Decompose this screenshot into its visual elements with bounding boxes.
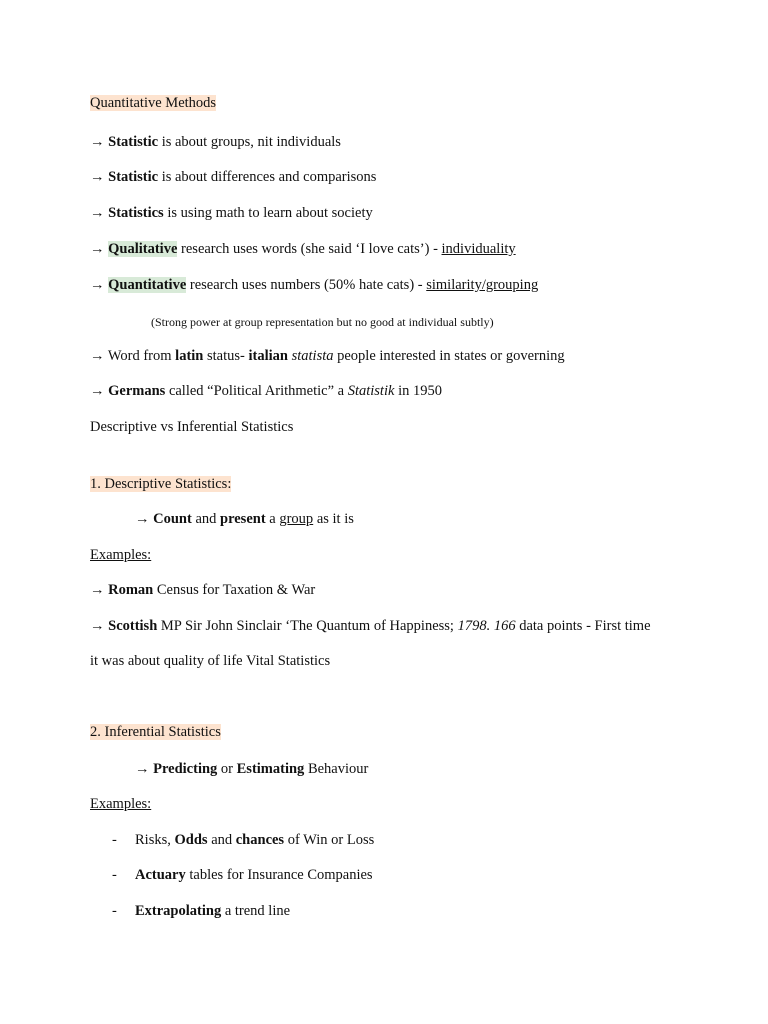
arrow-icon: → [90,348,105,364]
line-text: as it is [313,511,354,527]
arrow-icon: → [90,241,105,257]
bold-term: Roman [108,582,154,598]
underlined-term: similarity/grouping [426,277,539,293]
bullet-line-7 [90,382,442,400]
bold-term: Statistic [108,134,159,150]
example-line-2 [90,617,651,635]
line-text: status- [203,348,249,364]
document-title [90,94,216,112]
bullet-line-6 [90,347,565,365]
bold-term: present [220,511,266,527]
examples-label [90,546,151,564]
dash-marker: - [112,832,117,848]
bold-term: Extrapolating [135,903,222,919]
examples-label-text: Examples: [90,547,152,563]
bold-term: Odds [174,832,208,848]
line-text: Risks, [135,832,175,848]
section-heading-inferential [90,723,221,741]
bold-term: italian [248,348,288,364]
dash-marker: - [112,867,117,883]
arrow-icon: → [90,205,105,221]
highlighted-term: Qualitative [108,241,178,257]
line-text: of Win or Loss [284,832,375,848]
bold-term: Predicting [153,761,218,777]
arrow-icon: → [90,582,105,598]
examples-label [90,795,151,813]
list-item-text [135,902,290,920]
underlined-term: group [279,511,314,527]
line-text: and [191,511,220,527]
line-text: is using math to learn about society [163,205,373,221]
line-text: Word from [107,348,176,364]
line-text: research uses numbers (50% hate cats) - [186,277,427,293]
bullet-line-5 [90,276,538,294]
list-item-text [135,866,373,884]
line-text: tables for Insurance Companies [185,867,373,883]
arrow-icon: → [90,277,105,293]
bold-term: Statistic [108,169,159,185]
line-text: data points - First time [515,618,651,634]
line-text: is about differences and comparisons [158,169,377,185]
inferential-definition [135,760,368,778]
example-line-1 [90,581,315,599]
italic-term: 1798. 166 [457,618,516,634]
example-line-2-continued: it was about quality of life Vital Statistics [90,653,331,669]
bold-term: Estimating [236,761,305,777]
bold-term: Scottish [108,618,158,634]
bullet-line-2 [90,168,376,186]
section-heading-descriptive [90,475,231,493]
line-text: a trend line [221,903,291,919]
arrow-icon: → [135,511,150,527]
subtitle-line: Descriptive vs Inferential Statistics [90,419,294,435]
section-heading-text: 1. Descriptive Statistics: [90,476,232,492]
line-text: is about groups, nit individuals [158,134,341,150]
line-text: and [207,832,236,848]
line-text: research uses words (she said ‘I love cats’) - [177,241,442,257]
arrow-icon: → [90,134,105,150]
arrow-icon: → [90,169,105,185]
list-item-text [135,831,374,849]
arrow-icon: → [90,383,105,399]
arrow-icon: → [90,618,105,634]
arrow-icon: → [135,761,150,777]
descriptive-definition [135,510,354,528]
line-text: Census for Taxation & War [153,582,316,598]
line-text: or [217,761,237,777]
examples-label-text: Examples: [90,796,152,812]
highlighted-term: Quantitative [108,277,187,293]
parenthetical-note: (Strong power at group representation but no good at individual subtly) [151,315,494,329]
italic-term: Statistik [347,383,395,399]
bold-term: Statistics [108,205,164,221]
title-text: Quantitative Methods [90,95,217,111]
line-text: called “Political Arithmetic” a [165,383,348,399]
line-text: a [265,511,280,527]
bold-term: chances [235,832,285,848]
bold-term: Actuary [135,867,186,883]
line-text: in 1950 [394,383,442,399]
bold-term: Germans [108,383,166,399]
bold-term: latin [175,348,204,364]
dash-marker: - [112,903,117,919]
underlined-term: individuality [441,241,516,257]
bullet-line-1 [90,133,341,151]
line-text: MP Sir John Sinclair ‘The Quantum of Happiness; [157,618,458,634]
line-text: people interested in states or governing [333,348,565,364]
bold-term: Count [153,511,192,527]
line-text: Behaviour [304,761,369,777]
bullet-line-4 [90,240,516,258]
italic-term: statista [291,348,334,364]
bullet-line-3 [90,204,373,222]
section-heading-text: 2. Inferential Statistics [90,724,221,740]
